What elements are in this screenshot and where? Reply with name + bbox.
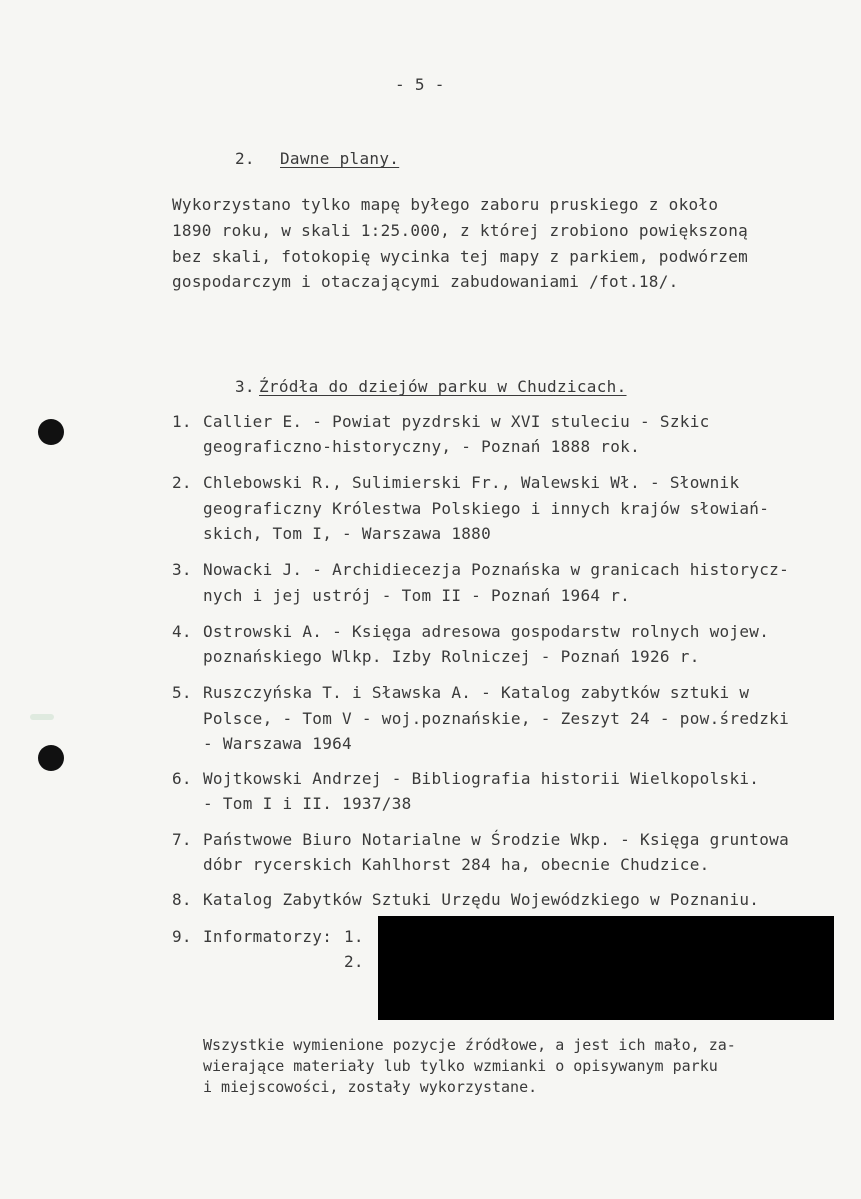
source-line: - Warszawa 1964	[203, 734, 352, 753]
source-number: 1.	[172, 412, 192, 431]
source-line: Chlebowski R., Sulimierski Fr., Walewski Wł. - Słownik	[203, 473, 740, 492]
source-number: 3.	[172, 560, 192, 579]
informants-label: Informatorzy:	[203, 927, 333, 946]
source-number: 7.	[172, 830, 192, 849]
source-line: geograficzny Królestwa Polskiego i innych krajów słowiań-	[203, 499, 770, 518]
section2-title: Dawne plany.	[280, 149, 400, 168]
source-number: 2.	[172, 473, 192, 492]
source-line: dóbr rycerskich Kahlhorst 284 ha, obecnie Chudzice.	[203, 855, 710, 874]
source-line: Ostrowski A. - Księga adresowa gospodarstw rolnych wojew.	[203, 622, 770, 641]
informant-number: 2.	[344, 952, 364, 971]
closing-note-line: i miejscowości, zostały wykorzystane.	[203, 1078, 538, 1096]
paper-mark	[30, 714, 54, 720]
closing-note-line: wierające materiały lub tylko wzmianki o opisywanym parku	[203, 1057, 718, 1075]
source-line: skich, Tom I, - Warszawa 1880	[203, 524, 492, 543]
source-line: Polsce, - Tom V - woj.poznańskie, - Zeszyt 24 - pow.średzki	[203, 709, 790, 728]
source-line: Nowacki J. - Archidiecezja Poznańska w granicach historycz-	[203, 560, 790, 579]
page-number: - 5 -	[395, 75, 445, 94]
closing-note-line: Wszystkie wymienione pozycje źródłowe, a jest ich mało, za-	[203, 1036, 736, 1054]
redaction-block	[378, 916, 834, 1020]
section3-title: Źródła do dziejów parku w Chudzicach.	[259, 377, 627, 396]
source-number: 6.	[172, 769, 192, 788]
source-line: nych i jej ustrój - Tom II - Poznań 1964 r.	[203, 586, 631, 605]
source-number: 5.	[172, 683, 192, 702]
informant-number: 1.	[344, 927, 364, 946]
source-number: 9.	[172, 927, 192, 946]
source-line: Callier E. - Powiat pyzdrski w XVI stuleciu - Szkic	[203, 412, 710, 431]
source-line: Katalog Zabytków Sztuki Urzędu Wojewódzkiego w Poznaniu.	[203, 890, 760, 909]
source-line: - Tom I i II. 1937/38	[203, 794, 412, 813]
source-line: geograficzno-historyczny, - Poznań 1888 rok.	[203, 437, 641, 456]
section2-line: gospodarczym i otaczającymi zabudowaniami /fot.18/.	[172, 272, 679, 291]
section2-line: bez skali, fotokopię wycinka tej mapy z parkiem, podwórzem	[172, 247, 749, 266]
punch-hole-bottom	[38, 745, 64, 771]
source-number: 8.	[172, 890, 192, 909]
section2-line: 1890 roku, w skali 1:25.000, z której zrobiono powiększoną	[172, 221, 749, 240]
section3-number: 3.	[235, 377, 255, 396]
source-line: Wojtkowski Andrzej - Bibliografia historii Wielkopolski.	[203, 769, 760, 788]
section2-line: Wykorzystano tylko mapę byłego zaboru pruskiego z około	[172, 195, 719, 214]
source-line: Państwowe Biuro Notarialne w Środzie Wkp. - Księga gruntowa	[203, 830, 790, 849]
source-line: poznańskiego Wlkp. Izby Rolniczej - Poznań 1926 r.	[203, 647, 700, 666]
source-line: Ruszczyńska T. i Sławska A. - Katalog zabytków sztuki w	[203, 683, 750, 702]
section2-number: 2.	[235, 149, 255, 168]
punch-hole-top	[38, 419, 64, 445]
source-number: 4.	[172, 622, 192, 641]
